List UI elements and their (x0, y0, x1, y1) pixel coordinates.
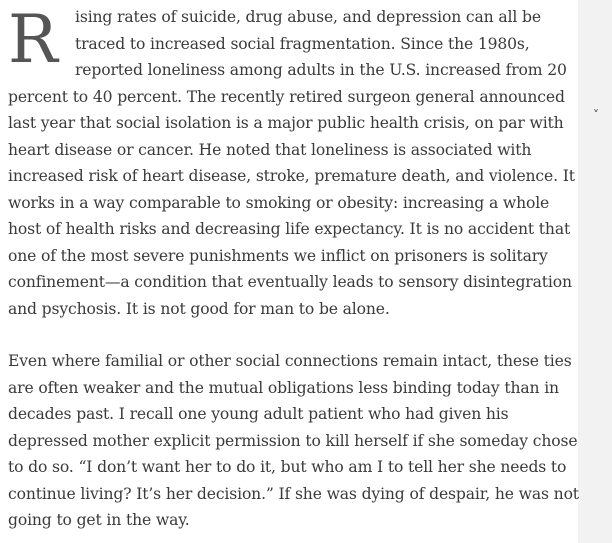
text-line: traced to increased social fragmentation. Since the 1980s, (75, 34, 530, 53)
text-line: heart disease or cancer. He noted that loneliness is associated with (8, 140, 532, 159)
text-line: are often weaker and the mutual obligations less binding today than in (8, 378, 559, 397)
text-line: reported loneliness among adults in the U.S. increased from 20 (75, 61, 567, 79)
text-line: host of health risks and decreasing life expectancy. It is no accident that (8, 220, 571, 238)
article-body (8, 1, 579, 534)
text-line: to do so. “I don’t want her to do it, but who am I to tell her she needs to (8, 458, 567, 476)
text-line: ising rates of suicide, drug abuse, and depression can all be (75, 8, 541, 26)
text-line: Even where familial or other social connections remain intact, these ties (8, 352, 572, 370)
text-line: increased risk of heart disease, stroke, premature death, and violence. It (8, 167, 575, 185)
text-line: continue living? It’s her decision.” If she was dying of despair, he was not (8, 484, 579, 503)
text-line: works in a way comparable to smoking or obesity: increasing a whole (8, 193, 550, 212)
text-line: last year that social isolation is a major public health crisis, on par with (8, 114, 564, 132)
text-line: percent to 40 percent. The recently retired surgeon general announced (8, 87, 565, 106)
text-line: confinement—a condition that eventually leads to sensory disintegration (8, 273, 572, 291)
text-line: depressed mother explicit permission to kill herself if she someday chose (8, 431, 578, 450)
text-line: decades past. I recall one young adult patient who had given his (8, 405, 509, 423)
margin-marker-icon: ˅ (593, 108, 599, 122)
drop-cap: R (8, 1, 58, 78)
text-line: and psychosis. It is not good for man to be alone. (8, 299, 390, 318)
paragraph-2 (8, 348, 579, 534)
paragraph-1 (8, 1, 575, 322)
text-line: going to get in the way. (8, 511, 190, 529)
text-line: one of the most severe punishments we inflict on prisoners is solitary (8, 246, 548, 265)
